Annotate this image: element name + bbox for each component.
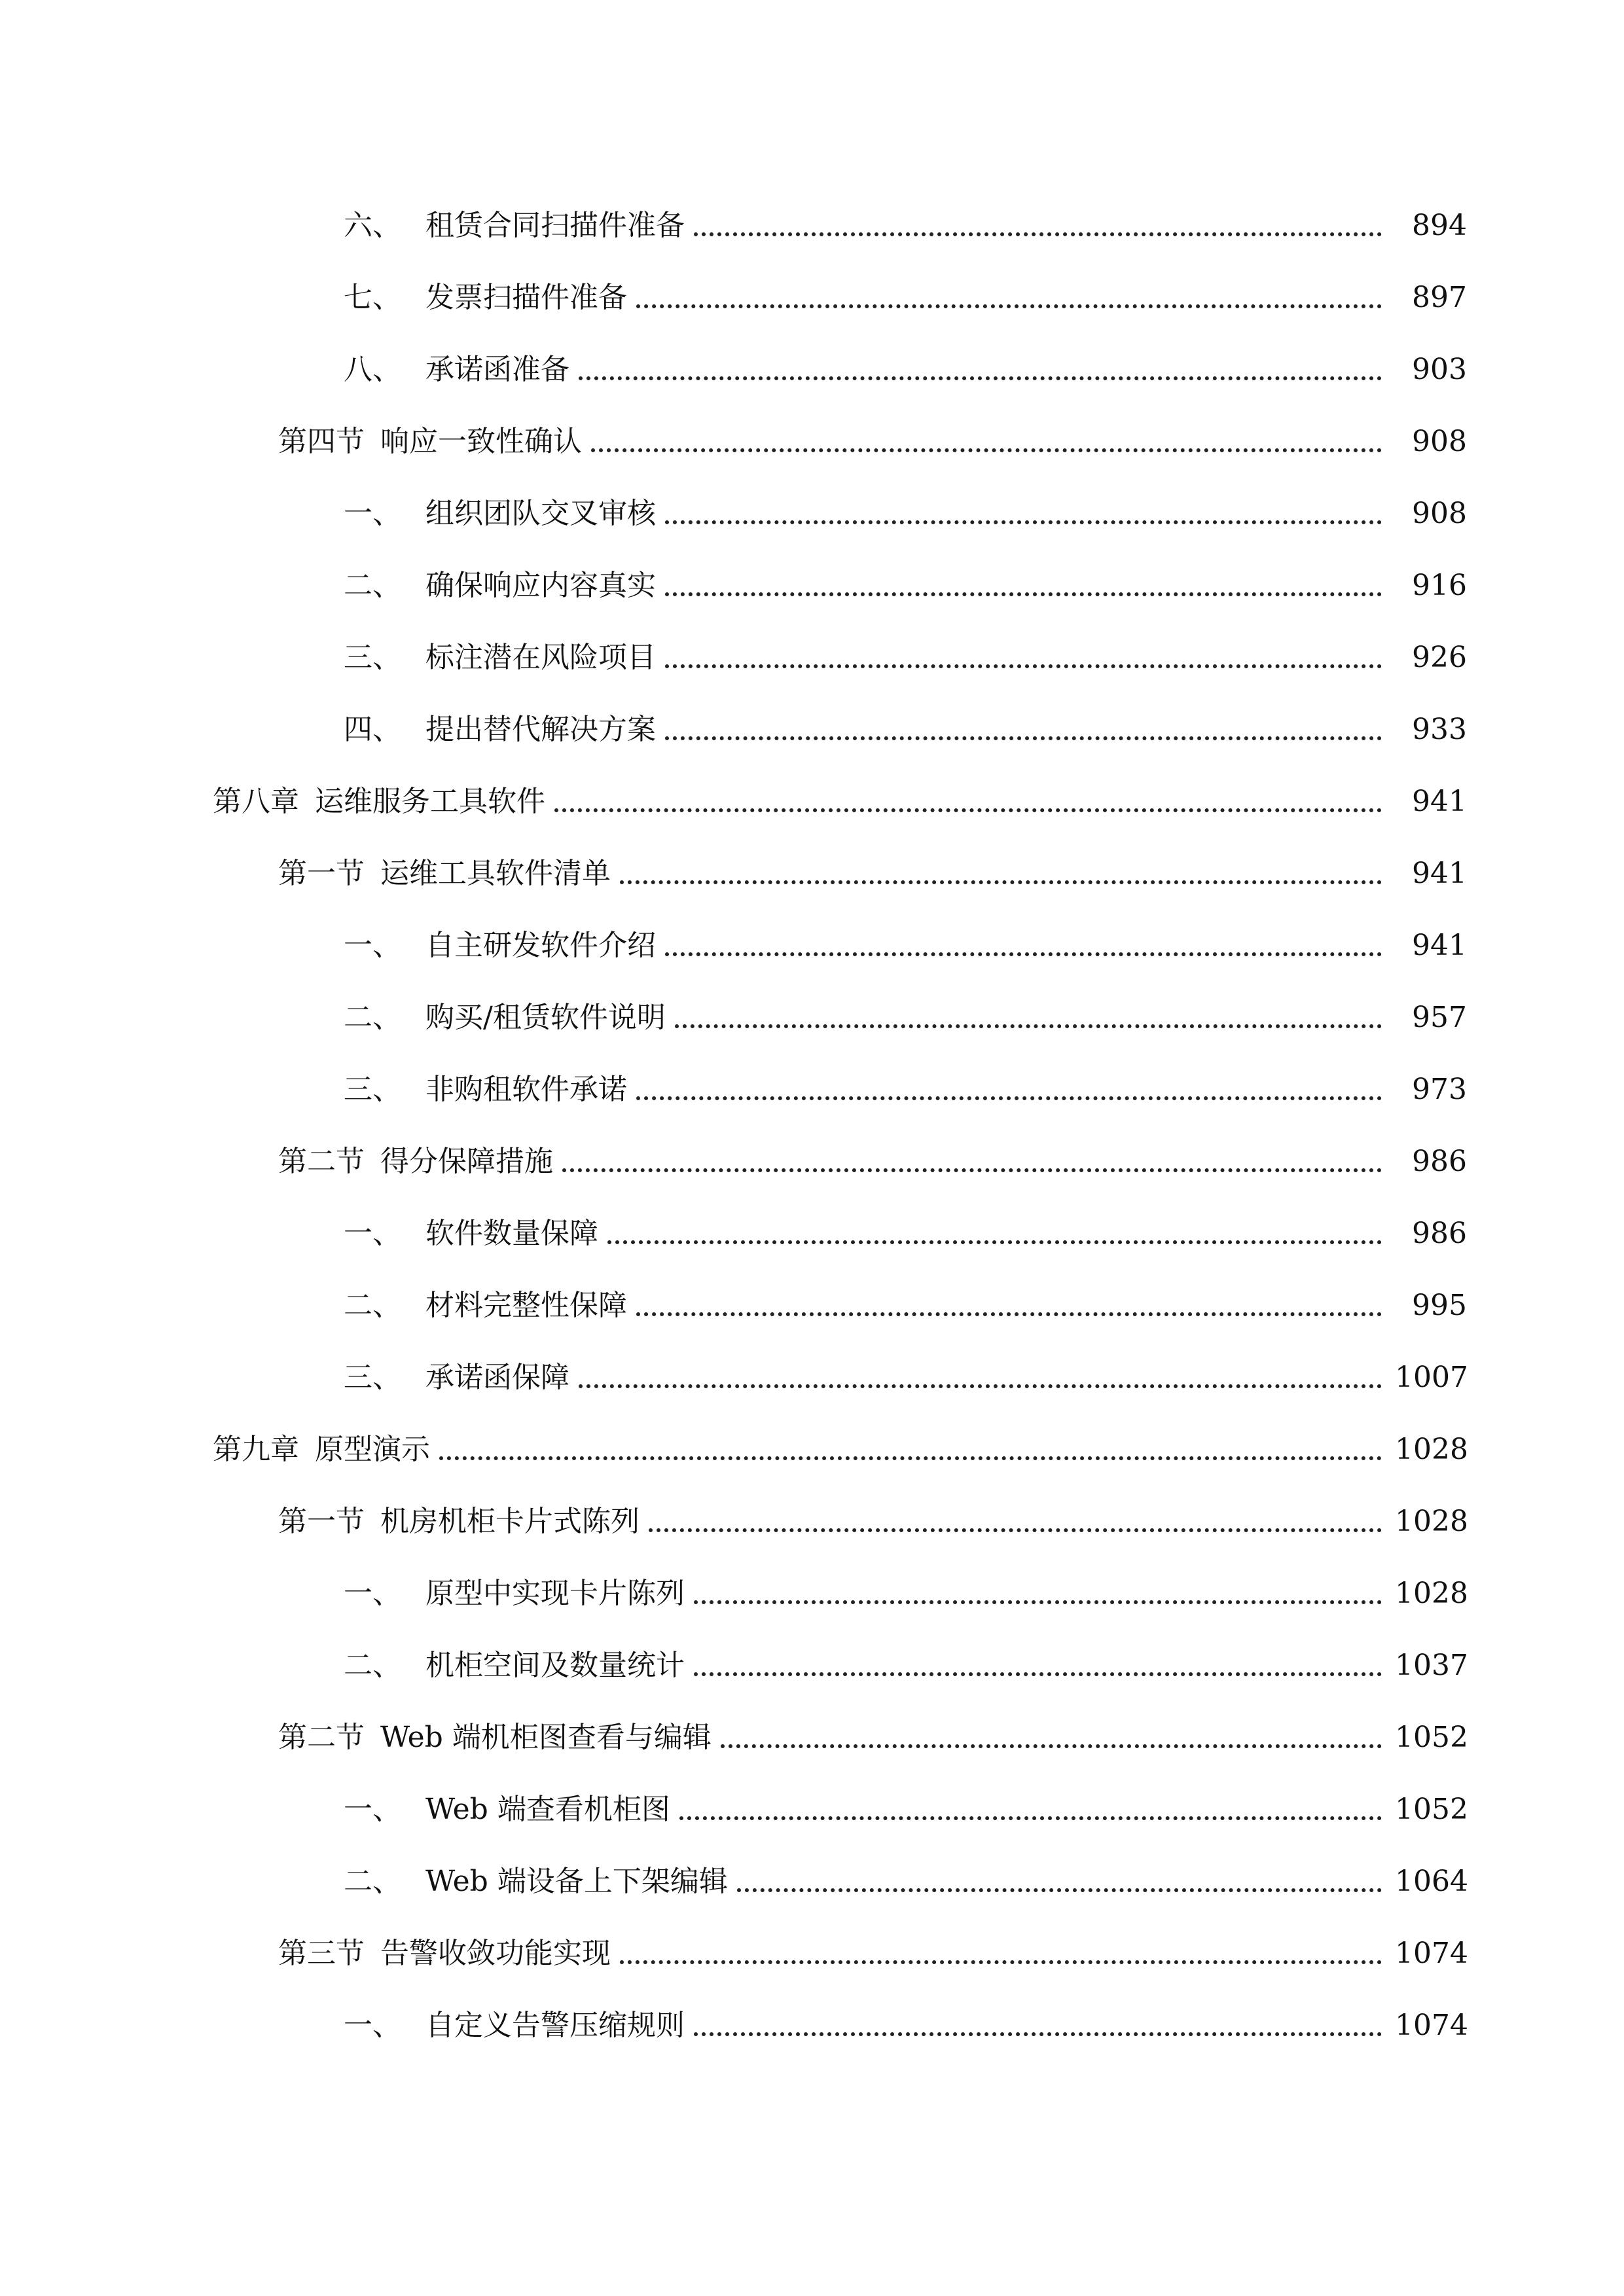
dot-leader <box>554 787 1382 816</box>
toc-entry-title: 机房机柜卡片式陈列 <box>380 1505 640 1538</box>
toc-entry-title: 组织团队交叉审核 <box>425 497 656 530</box>
dot-leader <box>620 1939 1382 1968</box>
toc-entry-title: 自主研发软件介绍 <box>425 929 656 962</box>
toc-entry-page-number: 933 <box>1412 713 1467 746</box>
dot-leader <box>665 499 1382 528</box>
dot-leader <box>591 427 1382 456</box>
toc-chapter-entry[interactable] <box>0 1414 1624 1486</box>
toc-entry-page-number: 957 <box>1412 1001 1467 1034</box>
toc-entry-page-number: 894 <box>1412 209 1467 242</box>
toc-entry-page-number: 941 <box>1412 785 1467 818</box>
toc-entry-marker: 一、 <box>344 1577 401 1610</box>
toc-entry-title: 提出替代解决方案 <box>425 713 656 746</box>
toc-section-entry[interactable] <box>0 1702 1624 1774</box>
dot-leader <box>636 283 1382 312</box>
dot-leader <box>562 1147 1382 1176</box>
toc-entry-title: 标注潜在风险项目 <box>425 641 656 674</box>
toc-entry-page-number: 1028 <box>1395 1577 1468 1610</box>
toc-entry-page-number: 1052 <box>1395 1793 1468 1826</box>
dot-leader <box>620 859 1382 888</box>
toc-entry-marker: 一、 <box>344 1793 401 1826</box>
toc-entry[interactable] <box>0 1054 1624 1126</box>
toc-entry-page-number: 916 <box>1412 569 1467 602</box>
toc-section-entry[interactable] <box>0 1918 1624 1990</box>
toc-entry-page-number: 897 <box>1412 281 1467 314</box>
toc-entry-title: Web 端设备上下架编辑 <box>425 1865 728 1898</box>
toc-entry-title: 材料完整性保障 <box>425 1289 627 1322</box>
dot-leader <box>665 643 1382 672</box>
toc-entry-page-number: 1007 <box>1395 1361 1468 1394</box>
toc-entry-marker: 一、 <box>344 1217 401 1250</box>
toc-entry[interactable] <box>0 982 1624 1054</box>
toc-section-entry[interactable] <box>0 1126 1624 1198</box>
toc-entry[interactable] <box>0 334 1624 406</box>
toc-entry-marker: 第二节 <box>278 1145 365 1178</box>
toc-entry[interactable] <box>0 1342 1624 1414</box>
toc-entry-title: Web 端机柜图查看与编辑 <box>380 1721 712 1754</box>
toc-entry-marker: 第一节 <box>278 857 365 890</box>
toc-entry-title: 告警收敛功能实现 <box>380 1937 611 1970</box>
toc-entry-marker: 四、 <box>344 713 401 746</box>
toc-entry-marker: 一、 <box>344 2009 401 2042</box>
dot-leader <box>579 1363 1382 1392</box>
toc-entry-page-number: 973 <box>1412 1073 1467 1106</box>
toc-entry-marker: 二、 <box>344 1649 401 1682</box>
dot-leader <box>665 571 1382 600</box>
toc-entry-page-number: 903 <box>1412 353 1467 386</box>
toc-entry-marker: 第一节 <box>278 1505 365 1538</box>
toc-entry-title: 确保响应内容真实 <box>425 569 656 602</box>
toc-entry-title: 租赁合同扫描件准备 <box>425 209 685 242</box>
toc-entry-page-number: 995 <box>1412 1289 1467 1322</box>
dot-leader <box>675 1003 1382 1032</box>
toc-entry-marker: 一、 <box>344 497 401 530</box>
dot-leader <box>665 715 1382 744</box>
toc-entry-marker: 六、 <box>344 209 401 242</box>
toc-entry-title: 发票扫描件准备 <box>425 281 627 314</box>
toc-entry-marker: 第九章 <box>213 1433 299 1466</box>
toc-entry[interactable] <box>0 1774 1624 1846</box>
toc-entry-page-number: 908 <box>1412 425 1467 458</box>
toc-entry-marker: 七、 <box>344 281 401 314</box>
toc-entry[interactable] <box>0 1630 1624 1702</box>
toc-entry-marker: 二、 <box>344 569 401 602</box>
dot-leader <box>721 1723 1382 1752</box>
toc-entry[interactable] <box>0 622 1624 694</box>
dot-leader <box>694 211 1382 240</box>
toc-entry-marker: 第二节 <box>278 1721 365 1754</box>
toc-entry-title: 软件数量保障 <box>425 1217 598 1250</box>
toc-entry-title: 原型演示 <box>315 1433 430 1466</box>
toc-entry[interactable] <box>0 478 1624 550</box>
toc-entry-title: 承诺函保障 <box>425 1361 569 1394</box>
toc-entry-marker: 二、 <box>344 1289 401 1322</box>
table-of-contents <box>0 190 1624 2062</box>
toc-entry-page-number: 941 <box>1412 857 1467 890</box>
dot-leader <box>607 1219 1382 1248</box>
toc-entry-page-number: 908 <box>1412 497 1467 530</box>
toc-entry-page-number: 1037 <box>1395 1649 1468 1682</box>
toc-entry-marker: 第四节 <box>278 425 365 458</box>
dot-leader <box>694 1579 1382 1608</box>
toc-entry-page-number: 1074 <box>1395 1937 1468 1970</box>
dot-leader <box>737 1867 1382 1896</box>
toc-entry-marker: 二、 <box>344 1001 401 1034</box>
toc-entry-title: 运维服务工具软件 <box>315 785 545 818</box>
toc-entry-marker: 三、 <box>344 641 401 674</box>
toc-entry-page-number: 941 <box>1412 929 1467 962</box>
dot-leader <box>649 1507 1382 1536</box>
toc-entry[interactable] <box>0 262 1624 334</box>
toc-entry-page-number: 926 <box>1412 641 1467 674</box>
dot-leader <box>439 1435 1382 1464</box>
toc-entry-title: 原型中实现卡片陈列 <box>425 1577 685 1610</box>
toc-entry-page-number: 1052 <box>1395 1721 1468 1754</box>
toc-entry-page-number: 1028 <box>1395 1505 1468 1538</box>
toc-section-entry[interactable] <box>0 838 1624 910</box>
toc-entry[interactable] <box>0 190 1624 262</box>
toc-entry-page-number: 986 <box>1412 1145 1467 1178</box>
dot-leader <box>665 931 1382 960</box>
toc-entry-marker: 三、 <box>344 1361 401 1394</box>
toc-entry-title: 自定义告警压缩规则 <box>425 2009 685 2042</box>
toc-entry-marker: 三、 <box>344 1073 401 1106</box>
dot-leader <box>636 1075 1382 1104</box>
toc-entry-title: 运维工具软件清单 <box>380 857 611 890</box>
dot-leader <box>694 1651 1382 1680</box>
dot-leader <box>579 355 1382 384</box>
toc-entry[interactable] <box>0 1558 1624 1630</box>
toc-entry-title: 购买/租赁软件说明 <box>425 1001 666 1034</box>
toc-entry-title: 得分保障措施 <box>380 1145 553 1178</box>
toc-entry-marker: 第三节 <box>278 1937 365 1970</box>
toc-entry[interactable] <box>0 550 1624 622</box>
toc-entry[interactable] <box>0 1270 1624 1342</box>
dot-leader <box>636 1291 1382 1320</box>
toc-entry-page-number: 986 <box>1412 1217 1467 1250</box>
toc-entry-marker: 第八章 <box>213 785 299 818</box>
toc-entry-title: 响应一致性确认 <box>380 425 582 458</box>
toc-entry-page-number: 1074 <box>1395 2009 1468 2042</box>
toc-entry-title: 承诺函准备 <box>425 353 569 386</box>
dot-leader <box>694 2011 1382 2040</box>
toc-entry[interactable] <box>0 1990 1624 2062</box>
toc-entry-title: Web 端查看机柜图 <box>425 1793 670 1826</box>
toc-entry[interactable] <box>0 910 1624 982</box>
toc-entry-title: 机柜空间及数量统计 <box>425 1649 685 1682</box>
dot-leader <box>679 1795 1382 1824</box>
toc-entry-marker: 八、 <box>344 353 401 386</box>
toc-section-entry[interactable] <box>0 1486 1624 1558</box>
toc-chapter-entry[interactable] <box>0 766 1624 838</box>
toc-entry-page-number: 1028 <box>1395 1433 1468 1466</box>
toc-entry-page-number: 1064 <box>1395 1865 1468 1898</box>
toc-entry[interactable] <box>0 1846 1624 1918</box>
toc-entry-marker: 一、 <box>344 929 401 962</box>
toc-section-entry[interactable] <box>0 406 1624 478</box>
toc-entry-title: 非购租软件承诺 <box>425 1073 627 1106</box>
toc-entry[interactable] <box>0 1198 1624 1270</box>
toc-entry-marker: 二、 <box>344 1865 401 1898</box>
toc-entry[interactable] <box>0 694 1624 766</box>
